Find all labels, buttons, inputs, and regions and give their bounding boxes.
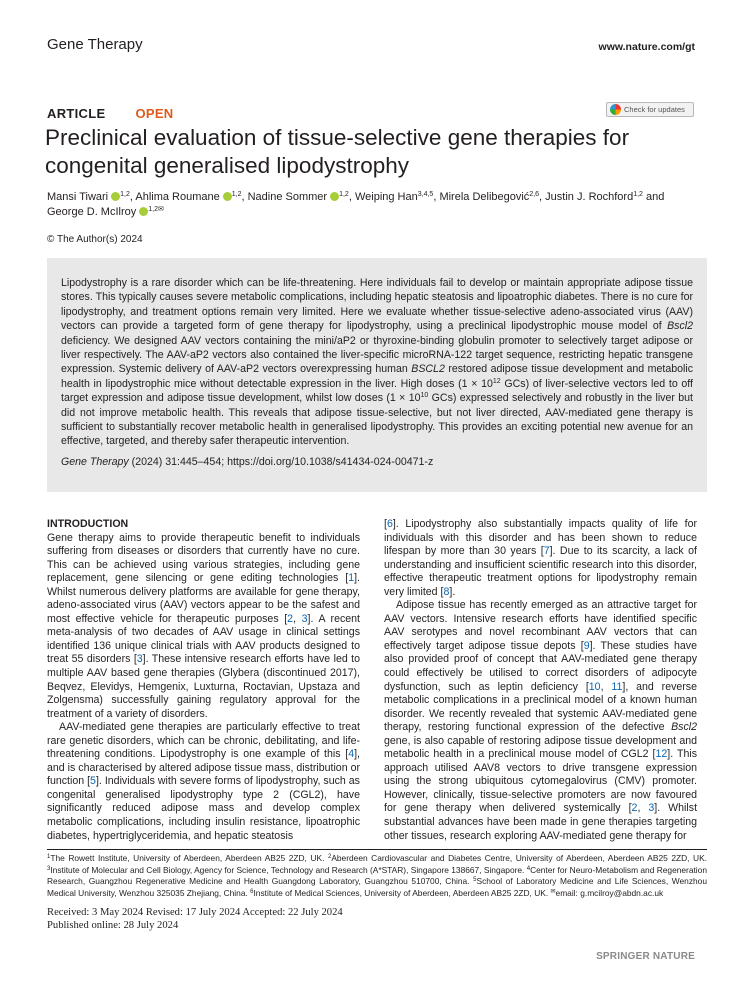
publisher-logo: SPRINGER NATURE [596,951,695,962]
orcid-icon[interactable] [139,207,148,216]
body-column-right [384,518,697,843]
author-list: Mansi Tiwari $^{1,2}$, Ahlima Roumane $^{1,2}$, Nadine Sommer $^{1,2}$, Weiping Han$^{3,4,5}$, Mirela Delibegović$^{2,6}$, Justin J. Rochford$^{1,2}$ and George D. McIlroy $^{1,2✉}$ [47,191,665,218]
orcid-icon[interactable] [111,192,120,201]
article-type-row [47,106,173,121]
crossmark-icon [610,104,621,115]
citation-journal: Gene Therapy [61,455,129,468]
abstract-box [47,258,707,492]
corresponding-email-link[interactable]: g.mcilroy@abdn.ac.uk [580,887,664,898]
author-name[interactable]: Weiping Han$^{3,4,5}$ [354,191,434,203]
author-name[interactable]: Ahlima Roumane $^{1,2}$ [135,191,242,203]
journal-url-link[interactable]: www.nature.com/gt [598,41,695,53]
author-name[interactable]: Mansi Tiwari $^{1,2}$ [47,191,130,203]
article-title: Preclinical evaluation of tissue-selective gene therapies for congenital generalised lipodystrophy [45,125,630,178]
citation-line [61,455,693,469]
check-for-updates-button[interactable] [606,102,694,117]
intro-paragraph-3: Adipose tissue has recently emerged as an attractive target for AAV vectors. Intensive research efforts have identified specific AAV serotypes and novel recombinant AAV vectors that can effectively target adipose tissue depots [9]. These studies have also provided proof of concept that AAV-mediated gene therapy could effectively be utilised to correct disorders of adipocyte dysfunction, such as leptin deficiency [10, 11], and reverse metabolic complications in a preclinical model of a known human disorder. We recently revealed that systemic AAV-mediated gene therapy, restoring functional expression of the defective Bscl2 gene, is also capable of restoring adipose tissue development and metabolic health in a preclinical mouse model of CGL2 [12]. This approach utilised AAV8 vectors to drive transgene expression using the strong ubiquitous cytomegalovirus (CMV) promoter. However, clinically, tissue-selective promoters are now favoured for gene therapy when delivered systemically [2, 3]. Whilst substantial advances have been made in gene therapies targeting other tissues, research exploring AAV-mediated gene therapy for [384,599,698,842]
open-access-label: OPEN [135,106,174,121]
journal-name: Gene Therapy [47,36,143,53]
article-type-label: ARTICLE [47,106,106,121]
check-for-updates-label: Check for updates [624,105,685,114]
orcid-icon[interactable] [330,192,339,201]
intro-paragraph-2-continued: [6]. Lipodystrophy also substantially impacts quality of life for individuals with this disorder and has been shown to reduce lifespan by more than 30 years [7]. Due to its scarcity, a lack of understanding and insufficient scientific research into this disorder, effective therapeutic treatment options for lipodystrophy remain very limited [8]. [384,518,697,598]
published-online: Published online: 28 July 2024 [47,920,179,931]
citation-doi-link[interactable]: (2024) 31:445–454; https://doi.org/10.1038/s41434-024-00471-z [128,455,434,468]
intro-paragraph-1: Gene therapy aims to provide therapeutic benefit to individuals suffering from diseases or disorders that currently have no cure. This can be achieved using various strategies, including gene replacement, gene silencing or gene editing technologies [1]. Whilst numerous delivery platforms are available for gene therapy, adeno-associated virus (AAV) vectors appear to be the safest and most effective vehicle for therapeutic purposes [2, 3]. A recent meta-analysis of two decades of AAV usage in clinical settings identified 136 unique clinical trials with AAV products designed to treat 55 disorders [3]. These intensive research efforts have led to multiple AAV based gene therapies (Glybera (discontinued 2017), Beqvez, Elevidys, Hemgenix, Luxturna, Roctavian, Upstaza and Zolgensma) successfully gaining regulatory approval for the treatment of a variety of disorders. [47,531,360,720]
affiliations-footnote: $^1$The Rowett Institute, University of Aberdeen, Aberdeen AB25 2ZD, UK. $^2$Aberdeen Cardiovascular and Diabetes Centre, University of Aberdeen, Aberdeen AB25 2ZD, UK. $^3$Institute of Molecular and Cell Biology, Agency for Science, Technology and Research (A*STAR), Singapore 138667, Singapore. $^4$Center for Neuro-Metabolism and Regeneration Research, Guangzhou Regenerative Medicine and Health Guangdong Laboratory, Guangzhou 510700, China. $^5$School of Laboratory Medicine and Life Sciences, Wenzhou Medical University, Wenzhou 325035 Zhejiang, China. $^6$Institute of Medical Sciences, University of Aberdeen, Aberdeen AB25 2ZD, UK. ✉email: g.mcilroy@abdn.ac.uk [47,853,707,898]
publication-dates [47,906,343,932]
author-name[interactable]: Mirela Delibegović$^{2,6}$ [439,191,540,203]
author-name[interactable]: George D. McIlroy $^{1,2✉}$ [47,206,164,218]
orcid-icon[interactable] [223,192,232,201]
section-heading-introduction: INTRODUCTION [47,518,129,530]
body-column-left [47,518,360,843]
abstract-text: Lipodystrophy is a rare disorder which can be life-threatening. Here individuals fail to develop or maintain appropriate adipose tissue stores. This typically causes severe metabolic complications, including hepatic steatosis and lipoatrophic diabetes. There is no cure for lipodystrophy, and treatment options remain very limited. Here we evaluate whether tissue-selective adeno-associated virus (AAV) vectors can provide a targeted form of gene therapy for lipodystrophy, using a preclinical lipodystrophic mouse model of Bscl2 deficiency. We designed AAV vectors containing the mini/aP2 or thyroxine-binding globulin promoter to selectively target adipose or liver respectively. The AAV-aP2 vectors also contained the liver-specific microRNA-122 target sequence, restricting hepatic transgene expression. Systemic delivery of AAV-aP2 vectors overexpressing human BSCL2 restored adipose tissue development and metabolic health in lipodystrophic mice without detectable expression in the liver. High doses ($1 \times 10^{12}$ GCs) of liver-selective vectors led to off target expression and adipose tissue development, whilst low doses ($1 \times 10^{10}$ GCs) expressed selectively and robustly in the liver but did not improve metabolic health. This reveals that adipose tissue-selective, but not liver directed, AAV-mediated gene therapy is sufficient to substantially recover metabolic health in generalised lipodystrophy. This provides an exciting potential new avenue for an effective, targeted, and thereby safer therapeutic intervention. [61,277,694,448]
author-name[interactable]: Nadine Sommer $^{1,2}$ [247,191,349,203]
copyright-notice: © The Author(s) 2024 [47,234,143,245]
intro-paragraph-2: AAV-mediated gene therapies are particularly effective to treat rare genetic disorders, which can be chronic, debilitating, and life-threatening conditions. Lipodystrophy is one example of this [4], and is characterised by altered adipose tissue mass, distribution or function [5]. Individuals with severe forms of lipodystrophy, such as congenital generalised lipodystrophy type 2 (CGL2), have significantly reduced adipose mass and develop complex metabolic complications, including insulin resistance, lipoatrophic diabetes, hypertriglyceridemia, and hepatic steatosis [47,721,360,842]
received-revised-accepted: Received: 3 May 2024 Revised: 17 July 2024 Accepted: 22 July 2024 [47,907,343,918]
author-name[interactable]: Justin J. Rochford$^{1,2}$ [545,191,643,203]
footnote-divider [47,849,707,850]
